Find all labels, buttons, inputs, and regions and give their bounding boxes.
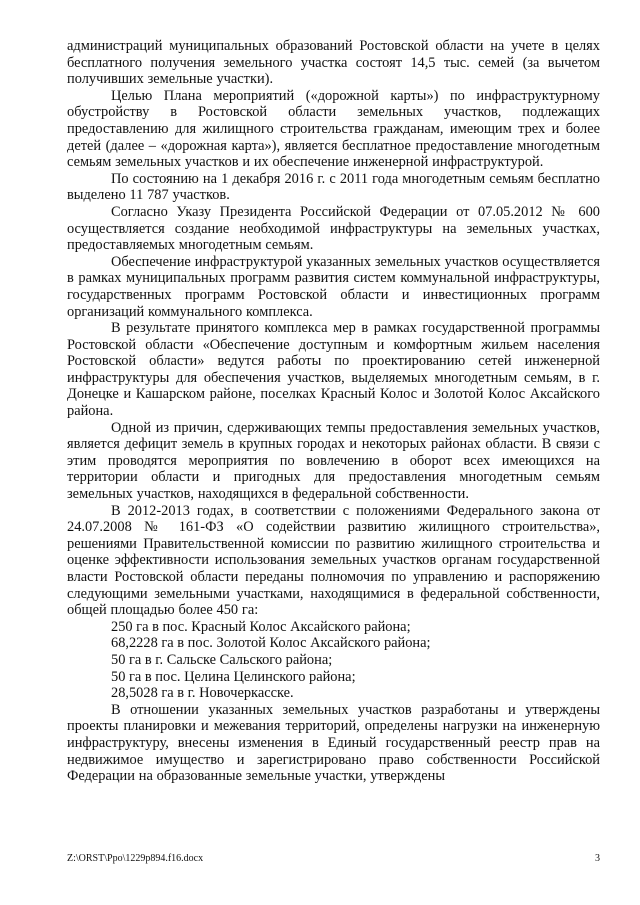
- paragraph-infrastructure-provision: Обеспечение инфраструктурой указанных земельных участков осуществляется в рамках муниципальных программ развития систем коммунальной инфраструктуры, государственных программ Ростовской области и инвестиционных программ организаций коммунального комплекса.: [67, 253, 600, 320]
- paragraph-land-deficit: Одной из причин, сдерживающих темпы предоставления земельных участков, является дефицит земель в крупных городах и некоторых районах области. В связи с этим проводятся мероприятия по вовлечению в оборот всех имеющихся на территории области и пригодных для предоставления многодетным семьям земельных участков, находящихся в федеральной собственности.: [67, 419, 600, 503]
- list-item: 250 га в пос. Красный Колос Аксайского района;: [111, 618, 411, 635]
- page-number: 3: [595, 853, 600, 864]
- paragraph-closing: В отношении указанных земельных участков разработаны и утверждены проекты планировки и межевания территорий, определены нагрузки на инженерную инфраструктуру, внесены изменения в Единый государственный реестр прав на недвижимое имущество и зарегистрировано право собственности Российской Федерации на образованные земельные участки, утверждены: [67, 701, 600, 785]
- list-item: 50 га в г. Сальске Сальского района;: [111, 651, 333, 668]
- list-item: 68,2228 га в пос. Золотой Колос Аксайского района;: [111, 635, 431, 652]
- paragraph-roadmap-goal: Целью Плана мероприятий («дорожной карты») по инфраструктурному обустройству в Ростовской области земельных участков, подлежащих предоставлению для жилищного строительства гражданам, имеющим трех и более детей (далее – «дорожная карта»), является бесплатное предоставление многодетным семьям земельных участков и их обеспечение инженерной инфраструктурой.: [67, 87, 600, 171]
- paragraph-presidential-decree: Согласно Указу Президента Российской Федерации от 07.05.2012 № 600 осуществляется создание необходимой инфраструктуры на земельных участках, предоставляемых многодетным семьям.: [67, 203, 600, 254]
- paragraph-status-2016: По состоянию на 1 декабря 2016 г. с 2011 года многодетным семьям бесплатно выделено 11 787 участков.: [67, 170, 600, 204]
- document-page: [67, 38, 600, 785]
- file-path: Z:\ORST\Ppo\1229p894.f16.docx: [67, 853, 204, 864]
- paragraph-federal-law: В 2012-2013 годах, в соответствии с положениями Федерального закона от 24.07.2008 № 161-ФЗ «О содействии развитию жилищного строительства», решениями Правительственной комиссии по развитию жилищного строительства и оценке эффективности использования земельных участков органам государственной власти Ростовской области переданы полномочия по управлению и распоряжению следующими земельными участками, находящимися в федеральной собственности, общей площадью более 450 га:: [67, 502, 600, 619]
- paragraph-state-program: В результате принятого комплекса мер в рамках государственной программы Ростовской области «Обеспечение доступным и комфортным жильем населения Ростовской области» ведутся работы по проектированию сетей инженерной инфраструктуры для обеспечения участков, выделяемых многодетным семьям, в г. Донецке и Кашарском районе, поселках Красный Колос и Золотой Колос Аксайского района.: [67, 320, 600, 420]
- list-item: 28,5028 га в г. Новочеркасске.: [111, 685, 294, 702]
- land-plots-list: [67, 619, 600, 702]
- paragraph-continuation: администраций муниципальных образований Ростовской области на учете в целях бесплатного получения земельного участка состоят 14,5 тыс. семей (за вычетом получивших земельные участки).: [67, 38, 600, 88]
- list-item: 50 га в пос. Целина Целинского района;: [111, 668, 356, 685]
